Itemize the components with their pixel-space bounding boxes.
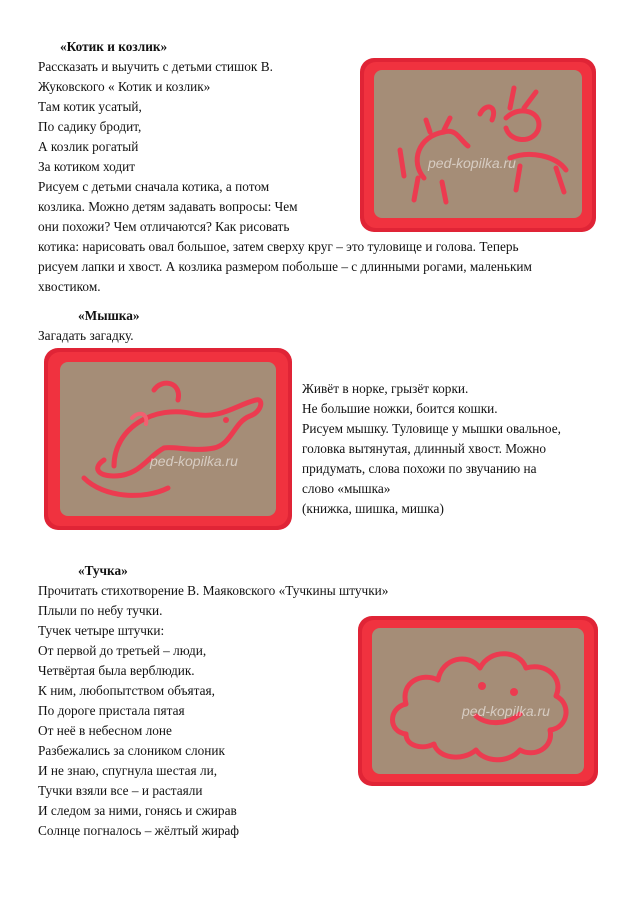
poem-line: И не знаю, спугнула шестая ли, bbox=[38, 763, 218, 778]
text-line: козлика. Можно детям задавать вопросы: Чем bbox=[38, 199, 298, 214]
photo-watermark: ped-kopilka.ru bbox=[428, 155, 516, 171]
text-line: они похожи? Чем отличаются? Как рисовать bbox=[38, 219, 290, 234]
riddle-line: Живёт в норке, грызёт корки. bbox=[302, 381, 469, 396]
poem-line: К ним, любопытством объятая, bbox=[38, 683, 215, 698]
text-line: котика: нарисовать овал большое, затем сверху круг – это туловище и голова. Теперь bbox=[38, 239, 519, 254]
text-line: Жуковского « Котик и козлик» bbox=[38, 79, 211, 94]
text-line: Прочитать стихотворение В. Маяковского «Тучкины штучки» bbox=[38, 583, 389, 598]
poem-line: И следом за ними, гонясь и сжирав bbox=[38, 803, 237, 818]
text-line: рисуем лапки и хвост. А козлика размером побольше – с длинными рогами, маленьким bbox=[38, 259, 532, 274]
poem-line: Там котик усатый, bbox=[38, 99, 142, 114]
photo-cat-and-goat bbox=[360, 58, 596, 232]
text-line: головка вытянутая, длинный хвост. Можно bbox=[302, 441, 547, 456]
text-line: (книжка, шишка, мишка) bbox=[302, 501, 444, 516]
photo-watermark: ped-kopilka.ru bbox=[150, 453, 238, 469]
section-title-kotik: «Котик и козлик» bbox=[60, 39, 168, 54]
section-title-tuchka: «Тучка» bbox=[78, 563, 128, 578]
poem-line: Тучки взяли все – и растаяли bbox=[38, 783, 203, 798]
photo-watermark: ped-kopilka.ru bbox=[462, 703, 550, 719]
poem-line: По садику бродит, bbox=[38, 119, 142, 134]
poem-line: От неё в небесном лоне bbox=[38, 723, 172, 738]
poem-line: Разбежались за слоником слоник bbox=[38, 743, 225, 758]
section-title-myshka: «Мышка» bbox=[78, 308, 140, 323]
text-line: слово «мышка» bbox=[302, 481, 391, 496]
text-line: Рисуем мышку. Туловище у мышки овальное, bbox=[302, 421, 561, 436]
poem-line: А козлик рогатый bbox=[38, 139, 139, 154]
photo-cloud bbox=[358, 616, 598, 786]
poem-line: Тучек четыре штучки: bbox=[38, 623, 165, 638]
text-line: Рисуем с детьми сначала котика, а потом bbox=[38, 179, 270, 194]
text-line: придумать, слова похожи по звучанию на bbox=[302, 461, 537, 476]
poem-line: От первой до третьей – люди, bbox=[38, 643, 207, 658]
poem-line: По дороге пристала пятая bbox=[38, 703, 185, 718]
text-line: хвостиком. bbox=[38, 279, 101, 294]
poem-line: Плыли по небу тучки. bbox=[38, 603, 163, 618]
riddle-line: Не большие ножки, боится кошки. bbox=[302, 401, 498, 416]
riddle-intro: Загадать загадку. bbox=[38, 328, 134, 343]
photo-mouse bbox=[44, 348, 292, 530]
poem-line: Солнце погналось – жёлтый жираф bbox=[38, 823, 240, 838]
poem-line: За котиком ходит bbox=[38, 159, 136, 174]
text-line: Рассказать и выучить с детьми стишок В. bbox=[38, 59, 273, 74]
poem-line: Четвёртая была верблюдик. bbox=[38, 663, 195, 678]
